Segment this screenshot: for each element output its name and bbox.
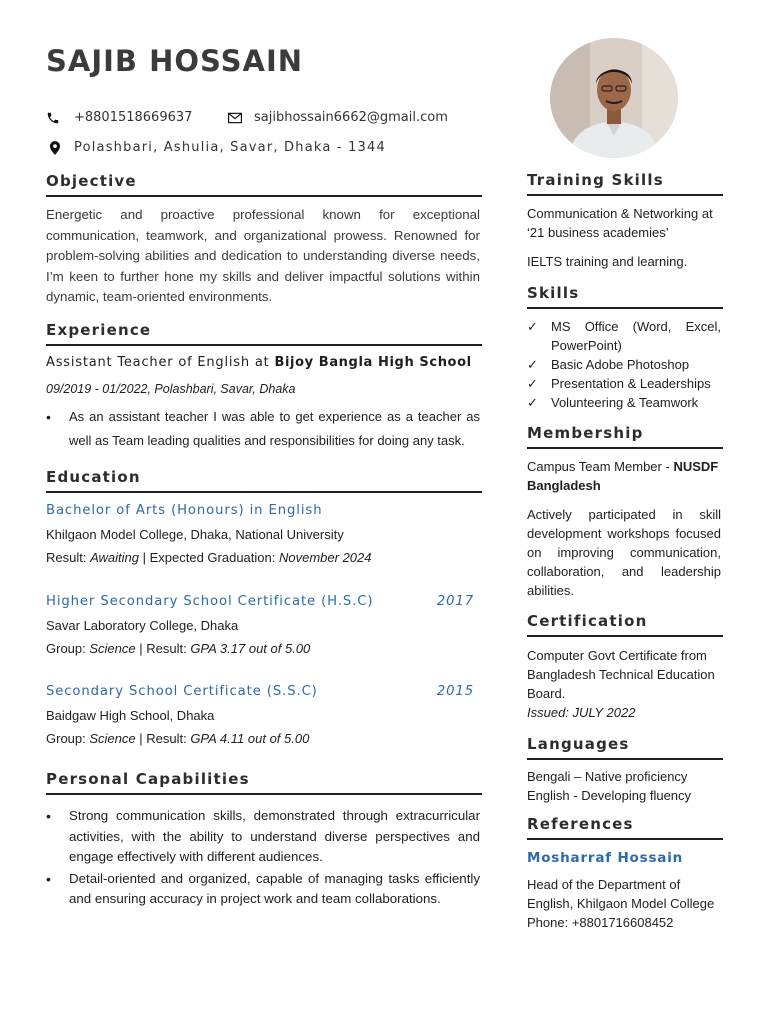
language-item: Bengali – Native proficiency <box>527 769 688 784</box>
result-line <box>46 641 478 656</box>
skill-item: ✓ MS Office (Word, Excel, PowerPoint) <box>527 317 721 355</box>
objective-heading: Objective <box>46 172 482 197</box>
phone-number[interactable]: +8801518669637 <box>74 110 193 125</box>
degree-title: Bachelor of Arts (Honours) in English <box>46 503 323 518</box>
training-heading: Training Skills <box>527 171 723 196</box>
skill-item: ✓ Presentation & Leaderships <box>527 374 721 393</box>
certification-issued: Issued: JULY 2022 <box>527 705 636 720</box>
result-value: Science <box>89 731 136 746</box>
membership-heading: Membership <box>527 424 723 449</box>
result-value-2: GPA 4.11 out of 5.00 <box>190 731 310 746</box>
result-label-2: | Result: <box>135 731 187 746</box>
reference-details <box>527 875 723 932</box>
mail-icon <box>228 112 242 124</box>
reference-name: Mosharraf Hossain <box>527 850 684 866</box>
degree-year <box>474 503 478 518</box>
email-address[interactable]: sajibhossain6662@gmail.com <box>254 110 448 125</box>
degree-title: Secondary School Certificate (S.S.C) <box>46 684 318 699</box>
skills-list <box>527 317 721 412</box>
training-item: Communication & Networking at ‘21 business academies’ <box>527 206 713 240</box>
result-label-2: | Expected Graduation: <box>139 550 276 565</box>
degree-year: 2015 <box>436 684 474 699</box>
result-label: Group: <box>46 731 86 746</box>
result-value-2: GPA 3.17 out of 5.00 <box>190 641 311 656</box>
language-item: English - Developing fluency <box>527 788 692 803</box>
languages-heading: Languages <box>527 735 723 760</box>
membership-position: Campus Team Member - <box>527 459 670 474</box>
membership-organization: NUSDF Bangladesh <box>527 459 719 493</box>
address: Polashbari, Ashulia, Savar, Dhaka - 1344 <box>74 140 386 155</box>
result-value-2: November 2024 <box>278 550 372 565</box>
education-heading: Education <box>46 468 482 493</box>
profile-photo <box>550 38 678 158</box>
reference-line: Head of the Department of <box>527 877 681 892</box>
education-item <box>46 503 478 565</box>
result-label: Group: <box>46 641 86 656</box>
experience-bullet: • As an assistant teacher I was able to get experience as a teacher as well as Team leading qualities and responsibilities for doing any task. <box>46 405 480 453</box>
phone-icon <box>46 111 60 125</box>
certification-text: Computer Govt Certificate from Bangladesh Technical Education Board. <box>527 648 715 701</box>
education-item <box>46 594 478 656</box>
membership-role <box>527 457 723 495</box>
result-line <box>46 550 478 565</box>
institution: Khilgaon Model College, Dhaka, National University <box>46 527 344 542</box>
training-item: IELTS training and learning. <box>527 254 688 269</box>
degree-year: 2017 <box>436 594 474 609</box>
skills-heading: Skills <box>527 284 723 309</box>
job-dates: 09/2019 - 01/2022, Polashbari, Savar, Dhaka <box>46 382 296 396</box>
capability-item: • Strong communication skills, demonstrated through extracurricular activities, with the ability to understand diverse perspectives and engage effectively with different audiences. <box>46 806 480 868</box>
institution: Savar Laboratory College, Dhaka <box>46 618 239 633</box>
references-heading: References <box>527 815 723 840</box>
capabilities-list <box>46 806 480 910</box>
job-role: Assistant Teacher of English at <box>46 355 270 370</box>
result-label-2: | Result: <box>135 641 187 656</box>
phone-contact <box>46 110 192 125</box>
candidate-name: SAJIB HOSSAIN <box>46 44 304 78</box>
objective-text: Energetic and proactive professional known for exceptional communication, teamwork, and organizational prowess. Renowned for problem-solving abilities and dedication to understanding diverse needs, I’m keen to further hone my skills and deliver impactful solutions within dynamic, team-oriented environments. <box>46 207 480 305</box>
reference-line: English, Khilgaon Model College <box>527 896 715 911</box>
experience-heading: Experience <box>46 321 482 346</box>
email-contact <box>228 110 448 125</box>
result-value: Science <box>89 641 136 656</box>
location-pin-icon <box>50 141 60 155</box>
capabilities-heading: Personal Capabilities <box>46 770 482 795</box>
address-contact <box>50 140 386 155</box>
experience-bullets <box>46 405 480 453</box>
education-item <box>46 684 478 746</box>
skill-item: ✓ Volunteering & Teamwork <box>527 393 721 412</box>
reference-phone: Phone: +8801716608452 <box>527 915 674 930</box>
result-line <box>46 731 478 746</box>
skill-item: ✓ Basic Adobe Photoshop <box>527 355 721 374</box>
job-title <box>46 355 472 370</box>
result-value: Awaiting <box>90 550 139 565</box>
capability-item: • Detail-oriented and organized, capable of managing tasks efficiently and ensuring accuracy in project work and team collaborations. <box>46 869 480 910</box>
membership-description: Actively participated in skill development workshops focused on improving communication, collaboration, and leadership abilities. <box>527 507 721 598</box>
certification-heading: Certification <box>527 612 723 637</box>
job-organization: Bijoy Bangla High School <box>274 355 472 370</box>
institution: Baidgaw High School, Dhaka <box>46 708 215 723</box>
degree-title: Higher Secondary School Certificate (H.S.C) <box>46 594 374 609</box>
result-label: Result: <box>46 550 87 565</box>
